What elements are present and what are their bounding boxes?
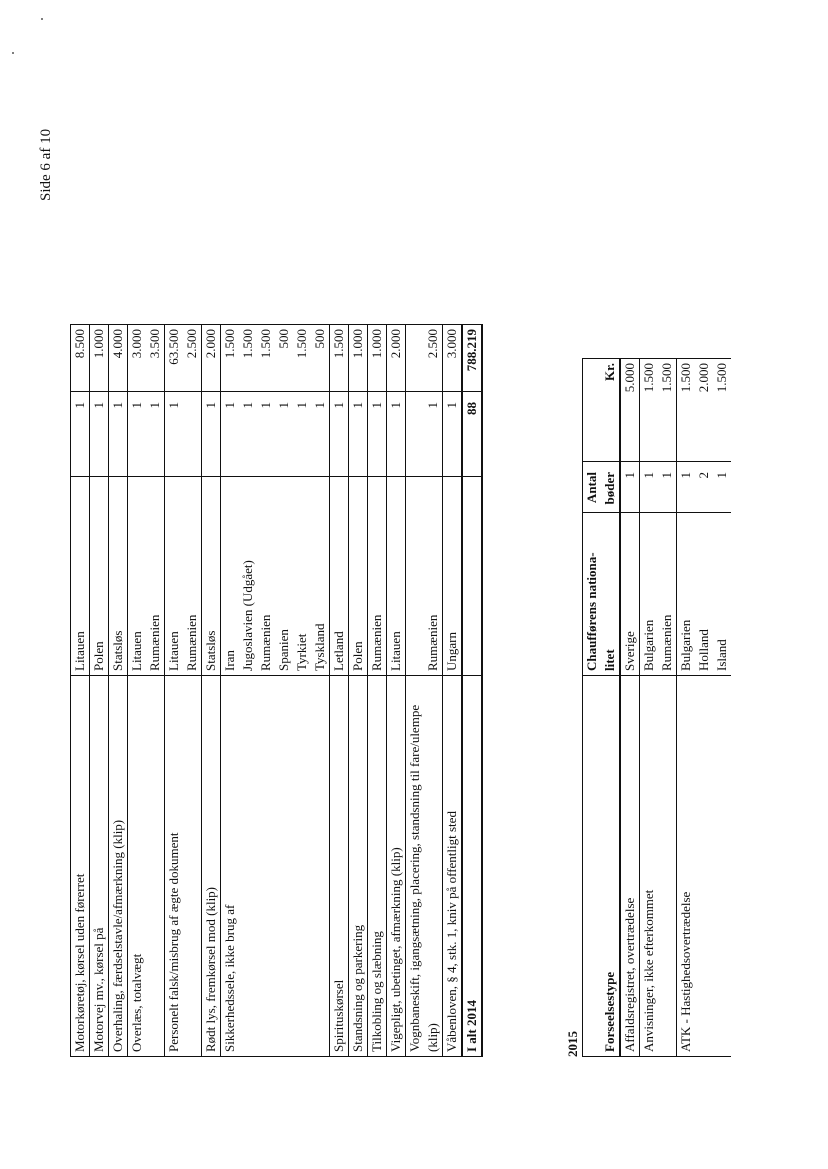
offence-type: Overlæs, totalvægt [128, 676, 165, 1057]
fine-count: 1 [202, 392, 221, 477]
table-row [202, 325, 221, 1057]
fine-count: 1 [443, 392, 463, 477]
fine-amount: 1.500 [658, 359, 677, 462]
driver-nationality: Holland [695, 513, 713, 676]
table-row [368, 325, 387, 1057]
fine-count: 1 [640, 462, 659, 513]
fine-amount: 2.500 [184, 329, 199, 359]
driver-nationality: Rumænien [183, 477, 202, 676]
driver-nationality: Rumænien [658, 513, 677, 676]
table-row [128, 325, 147, 1057]
table-row [109, 325, 128, 1057]
fine-count: 1 [330, 392, 349, 477]
driver-nationality: Bulgarien [640, 513, 659, 676]
table-row [90, 325, 109, 1057]
driver-nationality: Rumænien [257, 477, 275, 676]
offence-type: Våbenloven, § 4, stk. 1, kniv på offentligt sted [443, 676, 463, 1057]
table-row [640, 359, 659, 1057]
table-row [165, 325, 184, 1057]
offence-type: Anvisninger, ikke efterkommet [640, 676, 677, 1057]
fine-amount: 2.000 [387, 325, 406, 392]
fine-amount: 1.500 [713, 359, 731, 462]
fine-amount: 63.500 [165, 325, 184, 392]
fine-amount: 8.500 [71, 325, 90, 392]
fine-count: 1 [349, 392, 368, 477]
table-row [620, 359, 640, 1057]
fine-count: 1 [275, 392, 293, 477]
fine-count: 1 [714, 472, 729, 479]
fines-table-2014 [70, 324, 483, 1057]
fines-table-2015 [582, 358, 731, 1057]
fine-count: 1 [311, 392, 330, 477]
offence-type: Overhaling, færdselstavle/afmærkning (klip) [109, 676, 128, 1057]
fine-amount: 1.500 [330, 325, 349, 392]
driver-nationality: Statsløs [109, 477, 128, 676]
header-offence-type: Forseelsestype [583, 676, 621, 1057]
fine-count [183, 392, 202, 477]
driver-nationality: Iran [221, 477, 240, 676]
total-amount: 788.219 [462, 325, 482, 392]
total-label: I alt 2014 [462, 676, 482, 1057]
driver-nationality: Jugoslavien (Udgået) [239, 477, 257, 676]
total-count: 88 [462, 392, 482, 477]
driver-nationality: Litauen [165, 477, 184, 676]
header-fine-count: Antal bøder [583, 462, 621, 513]
offence-type: Motorvej mv., kørsel på [90, 676, 109, 1057]
fine-amount: 1.000 [368, 325, 387, 392]
header-nationality: Chaufførens nationa- litet [583, 513, 621, 676]
driver-nationality: Ungarn [443, 477, 463, 676]
fine-count: 1 [293, 392, 311, 477]
fine-count: 1 [71, 392, 90, 477]
fine-count: 1 [239, 392, 257, 477]
fine-count: 1 [165, 392, 184, 477]
driver-nationality: Litauen [387, 477, 406, 676]
fine-amount: 1.500 [258, 329, 273, 359]
driver-nationality: Rumænien [146, 477, 165, 676]
driver-nationality: Litauen [71, 477, 90, 676]
offence-type: Vognbaneskift, igangsætning, placering, standsning til fare/ulempe (klip) [406, 676, 443, 1057]
total-row [462, 325, 482, 1057]
fine-count: 1 [257, 392, 275, 477]
table-row [71, 325, 90, 1057]
table-row [406, 325, 443, 1057]
fine-amount: 500 [312, 329, 327, 349]
fine-amount: 3.500 [147, 329, 162, 359]
fine-amount: 500 [276, 329, 291, 349]
header-amount: Kr. [583, 359, 621, 462]
driver-nationality: Statsløs [202, 477, 221, 676]
driver-nationality: Litauen [128, 477, 147, 676]
offence-type: Vigepligt, ubetinget, afmærkning (klip) [387, 676, 406, 1057]
offence-type: Tilkobling og slæbning [368, 676, 387, 1057]
fine-amount: 1.500 [240, 329, 255, 359]
year-heading-2015: 2015 [565, 1031, 580, 1057]
fine-amount: 1.500 [221, 325, 240, 392]
offence-type: Motorkøretøj, kørsel uden førerret [71, 676, 90, 1057]
fine-count: 1 [146, 392, 165, 477]
fine-count: 1 [620, 462, 640, 513]
table-row [387, 325, 406, 1057]
fine-count: 1 [128, 392, 147, 477]
fine-count: 1 [221, 392, 240, 477]
driver-nationality: Rumænien [406, 477, 443, 676]
fine-count: 1 [406, 392, 443, 477]
fine-count: 1 [368, 392, 387, 477]
offence-type: Affaldsregistret, overtrædelse [620, 676, 640, 1057]
table-header-row [583, 359, 621, 1057]
fine-amount: 4.000 [109, 325, 128, 392]
fine-amount: 3.000 [443, 325, 463, 392]
total-empty [462, 477, 482, 676]
driver-nationality: Spanien [275, 477, 293, 676]
fine-amount: 2.000 [695, 359, 713, 462]
table-row [221, 325, 240, 1057]
page-number: Side 6 af 10 [38, 128, 54, 201]
fine-amount: 1.500 [294, 329, 309, 359]
fine-amount: 5.000 [620, 359, 640, 462]
table-row [443, 325, 463, 1057]
offence-type: Personelt falsk/misbrug af ægte dokument [165, 676, 202, 1057]
fine-count: 1 [90, 392, 109, 477]
fine-count: 1 [109, 392, 128, 477]
fine-amount: 1.500 [677, 359, 696, 462]
driver-nationality: Rumænien [368, 477, 387, 676]
offence-type: Spirituskørsel [330, 676, 349, 1057]
driver-nationality: Sverige [620, 513, 640, 676]
driver-nationality: Bulgarien [677, 513, 696, 676]
offence-type: Standsning og parkering [349, 676, 368, 1057]
driver-nationality: Polen [349, 477, 368, 676]
fine-count: 1 [677, 462, 696, 513]
driver-nationality: Tyskland [311, 477, 330, 676]
table-row [677, 359, 696, 1057]
fine-count: 2 [696, 472, 711, 479]
offence-type: ATK - Hastighedsovertrædelse [677, 676, 732, 1057]
driver-nationality: Polen [90, 477, 109, 676]
table-row [349, 325, 368, 1057]
driver-nationality: Letland [330, 477, 349, 676]
fine-amount: 1.000 [90, 325, 109, 392]
fine-amount: 2.000 [202, 325, 221, 392]
fine-amount: 3.000 [128, 325, 147, 392]
fine-count: 1 [387, 392, 406, 477]
offence-type: Rødt lys, fremkørsel mod (klip) [202, 676, 221, 1057]
fine-amount: 2.500 [406, 325, 443, 392]
driver-nationality: Island [713, 513, 731, 676]
fine-amount: 1.500 [640, 359, 659, 462]
table-row [330, 325, 349, 1057]
driver-nationality: Tyrkiet [293, 477, 311, 676]
offence-type: Sikkerhedssele, ikke brug af [221, 676, 330, 1057]
fine-amount: 1.000 [349, 325, 368, 392]
fine-count: 1 [659, 472, 674, 479]
